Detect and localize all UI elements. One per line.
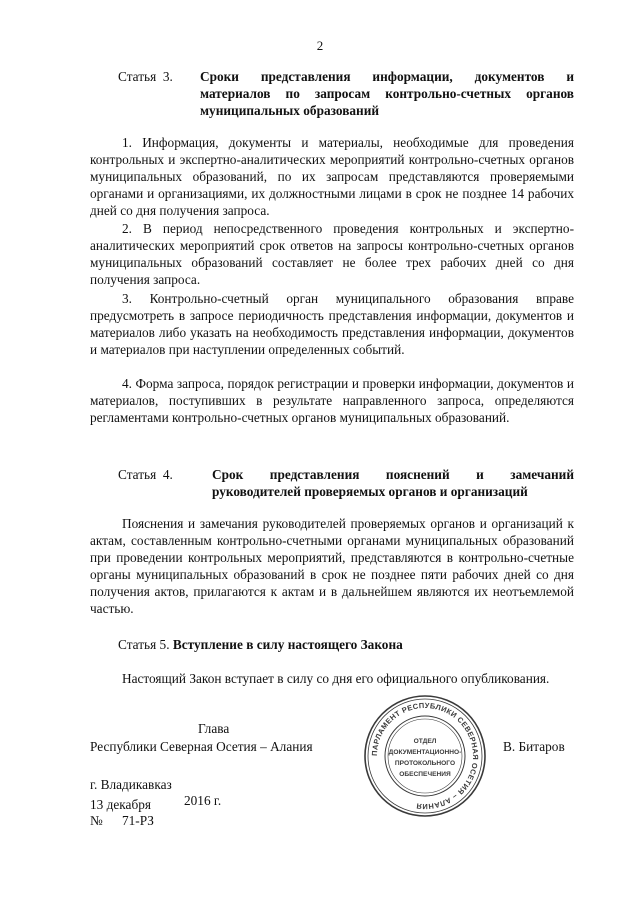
signature-date-year: 2016 г. — [184, 793, 222, 808]
official-seal-stamp — [362, 693, 488, 819]
signature-position-line1: Глава — [198, 721, 230, 736]
seal-center-line1: ОТДЕЛ — [413, 738, 437, 745]
article3-paragraph-1: 1. Информация, документы и материалы, необходимые для проведения контрольных и экспертно-аналитических мероприятий контрольно-счетных органов муниципальных образований, по их запросам представляются проверяемыми органами и организациями, их должностными лицами в срок не позднее 14 рабочих дней со дня получения запроса. — [90, 135, 574, 218]
article3-label: Статья 3. — [118, 69, 173, 84]
article4-label: Статья 4. — [118, 467, 173, 482]
article4-paragraph-1: Пояснения и замечания руководителей проверяемых органов и организаций к актам, составленным контрольно-счетными органами муниципальных образований при проведении контрольных мероприятий, представляются в контрольно-счетные органы муниципальных образований в срок не позднее пяти рабочих дней со дня получения актов, прилагаются к актам и в дальнейшем являются их неотъемлемой частью. — [90, 516, 574, 616]
seal-ring-text: ПАРЛАМЕНТ РЕСПУБЛИКИ СЕВЕРНАЯ ОСЕТИЯ – АЛАНИЯ — [369, 700, 481, 812]
article3-paragraph-3: 3. Контрольно-счетный орган муниципального образования вправе предусмотреть в запросе периодичность представления информации, документов и материалов либо указать на необходимость представления информации, документов и материалов при наступлении определенных событий. — [90, 291, 574, 357]
signature-city: г. Владикавказ — [90, 777, 172, 792]
article5-title: Вступление в силу настоящего Закона — [172, 637, 403, 652]
article5-label: Статья 5. — [118, 637, 170, 652]
seal-center-line4: ОБЕСПЕЧЕНИЯ — [399, 771, 451, 778]
seal-center-line2: ДОКУМЕНТАЦИОННО- — [388, 749, 462, 756]
article3-paragraph-4: 4. Форма запроса, порядок регистрации и проверки информации, документов и материалов, поступивших в результате направленного запроса, определяются регламентами контрольно-счетных органов муниципальных образований. — [90, 376, 574, 425]
article4-title: Срок представления пояснений и замечаний руководителей проверяемых органов и организаций — [212, 467, 574, 499]
signature-name: В. Битаров — [503, 739, 565, 754]
signature-date-day: 13 декабря — [90, 797, 151, 812]
page-number: 2 — [316, 38, 324, 53]
signature-number-label: № — [90, 813, 103, 828]
seal-center-line3: ПРОТОКОЛЬНОГО — [394, 760, 456, 767]
article3-heading — [118, 68, 574, 119]
article5-paragraph-1: Настоящий Закон вступает в силу со дня его официального опубликования. — [122, 671, 550, 686]
article4-heading — [118, 466, 574, 500]
article3-title: Сроки представления информации, документов и материалов по запросам контрольно-счетных органов муниципальных образований — [200, 69, 574, 118]
article5-heading — [118, 636, 574, 653]
article3-paragraph-2: 2. В период непосредственного проведения контрольных и экспертно-аналитических мероприятий срок ответов на запросы контрольно-счетных органов муниципальных образований составляет не более трех рабочих дней со дня получения запроса. — [90, 221, 574, 287]
signature-position-line2: Республики Северная Осетия – Алания — [90, 739, 313, 754]
signature-number: 71-РЗ — [122, 813, 154, 828]
